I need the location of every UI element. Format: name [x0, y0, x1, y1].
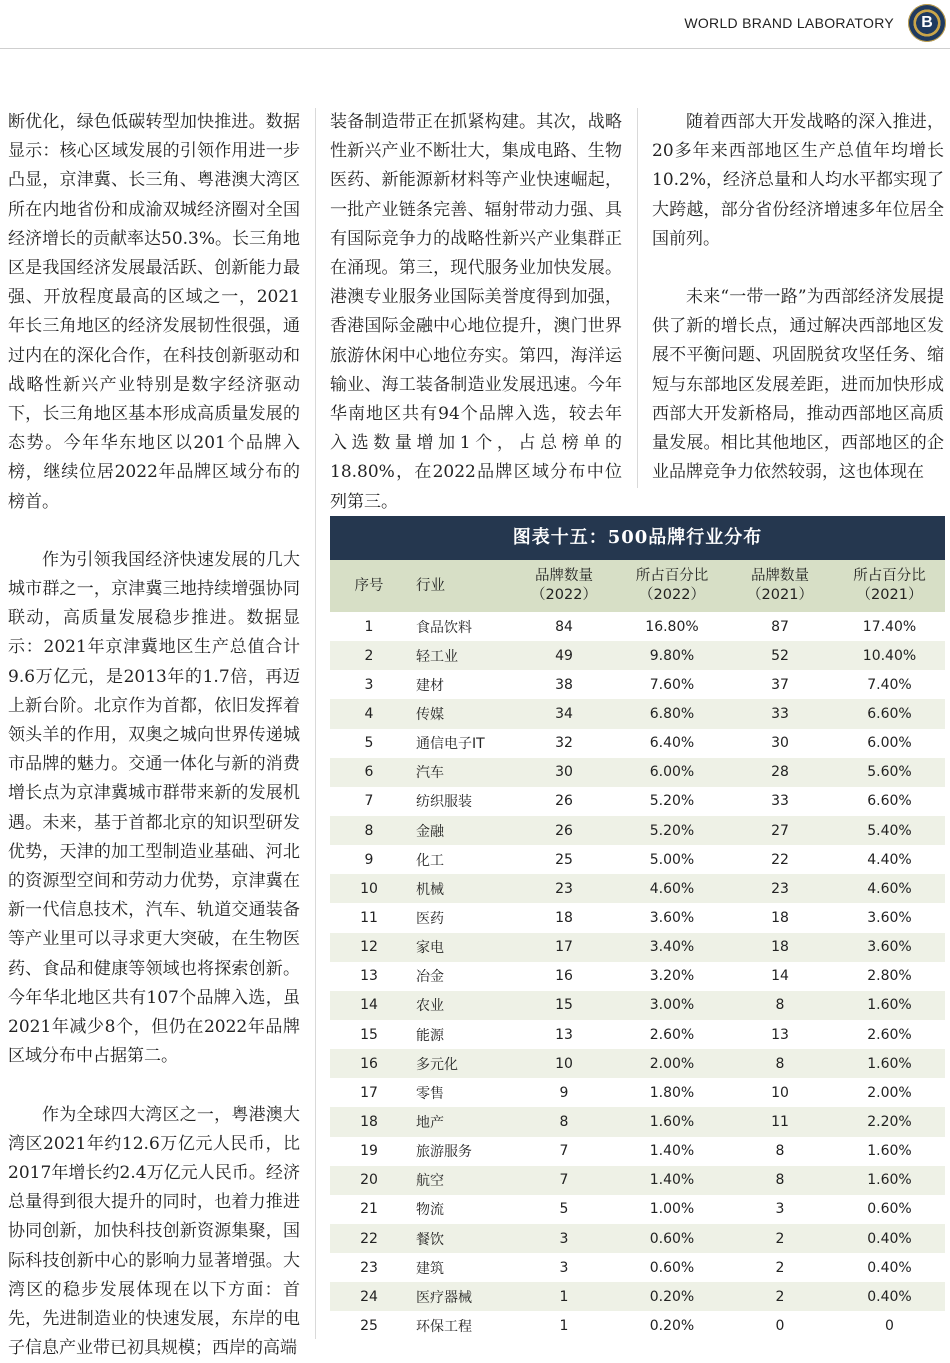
- cell-pct-2022: 1.00%: [618, 1195, 726, 1224]
- cell-industry: 食品饮料: [408, 612, 510, 641]
- cell-no: 18: [330, 1107, 408, 1136]
- cell-pct-2021: 1.60%: [834, 991, 945, 1020]
- cell-pct-2022: 2.00%: [618, 1049, 726, 1078]
- cell-count-2021: 52: [726, 641, 834, 670]
- cell-count-2021: 33: [726, 787, 834, 816]
- table-row: [330, 758, 945, 787]
- cell-pct-2021: 2.80%: [834, 962, 945, 991]
- cell-no: 8: [330, 816, 408, 845]
- paragraph: 作为引领我国经济快速发展的几大城市群之一，京津冀三地持续增强协同联动，高质量发展稳步推进。数据显示：2021年京津冀地区生产总值合计9.6万亿元，是2013年的1.7倍，再迈上新台阶。北京作为首都，依旧发挥着领头羊的作用，双奥之城向世界传递城市品牌的魅力。交通一体化与新的消费增长点为京津冀城市群带来新的发展机遇。未来，基于首都北京的知识型研发优势，天津的加工型制造业基础、河北的资源型空间和劳动力优势，京津冀在新一代信息技术，汽车、轨道交通装备等产业里可以寻求更大突破，在生物医药、食品和健康等领域也将探索创新。今年华北地区共有107个品牌入选，虽2021年减少8个，但仍在2022年品牌区域分布中占据第二。: [8, 546, 300, 1072]
- cell-count-2022: 7: [510, 1166, 618, 1195]
- cell-pct-2021: 3.60%: [834, 903, 945, 932]
- cell-pct-2022: 6.40%: [618, 729, 726, 758]
- cell-count-2022: 32: [510, 729, 618, 758]
- cell-pct-2021: 0.40%: [834, 1224, 945, 1253]
- cell-industry: 物流: [408, 1195, 510, 1224]
- cell-no: 24: [330, 1282, 408, 1311]
- cell-industry: 建筑: [408, 1253, 510, 1282]
- cell-count-2022: 8: [510, 1107, 618, 1136]
- cell-industry: 冶金: [408, 962, 510, 991]
- cell-pct-2021: 2.00%: [834, 1078, 945, 1107]
- table-row: [330, 1078, 945, 1107]
- cell-no: 1: [330, 612, 408, 641]
- cell-pct-2021: 2.60%: [834, 1020, 945, 1049]
- cell-count-2022: 3: [510, 1253, 618, 1282]
- cell-industry: 轻工业: [408, 641, 510, 670]
- cell-no: 13: [330, 962, 408, 991]
- cell-pct-2022: 1.40%: [618, 1166, 726, 1195]
- cell-count-2021: 3: [726, 1195, 834, 1224]
- cell-pct-2022: 4.60%: [618, 874, 726, 903]
- cell-industry: 能源: [408, 1020, 510, 1049]
- cell-count-2022: 25: [510, 845, 618, 874]
- cell-no: 9: [330, 845, 408, 874]
- cell-pct-2021: 1.60%: [834, 1166, 945, 1195]
- table-row: [330, 612, 945, 641]
- cell-pct-2022: 0.60%: [618, 1224, 726, 1253]
- cell-pct-2021: 5.60%: [834, 758, 945, 787]
- cell-count-2021: 28: [726, 758, 834, 787]
- cell-no: 17: [330, 1078, 408, 1107]
- cell-count-2021: 2: [726, 1282, 834, 1311]
- header-count-2022: 品牌数量 （2022）: [510, 560, 618, 612]
- cell-count-2021: 37: [726, 670, 834, 699]
- cell-count-2022: 1: [510, 1311, 618, 1340]
- cell-pct-2021: 6.60%: [834, 787, 945, 816]
- paragraph: 装备制造带正在抓紧构建。其次，战略性新兴产业不断壮大，集成电路、生物医药、新能源新材料等产业快速崛起，一批产业链条完善、辐射带动力强、具有国际竞争力的战略性新兴产业集群正在涌现。第三，现代服务业加快发展。港澳专业服务业国际美誉度得到加强，香港国际金融中心地位提升，澳门世界旅游休闲中心地位夯实。第四，海洋运输业、海工装备制造业发展迅速。今年华南地区共有94个品牌入选，较去年入选数量增加1个，占总榜单的18.80%，在2022品牌区域分布中位列第三。: [330, 108, 622, 517]
- table-row: [330, 933, 945, 962]
- cell-pct-2021: 17.40%: [834, 612, 945, 641]
- cell-count-2021: 30: [726, 729, 834, 758]
- table-title: 图表十五：500品牌行业分布: [330, 516, 945, 560]
- cell-pct-2021: 4.60%: [834, 874, 945, 903]
- cell-count-2021: 22: [726, 845, 834, 874]
- cell-count-2021: 8: [726, 1049, 834, 1078]
- table-row: [330, 1166, 945, 1195]
- cell-count-2022: 3: [510, 1224, 618, 1253]
- cell-count-2021: 11: [726, 1107, 834, 1136]
- table-row: [330, 1195, 945, 1224]
- table-row: [330, 1137, 945, 1166]
- cell-no: 5: [330, 729, 408, 758]
- table-row: [330, 1224, 945, 1253]
- cell-no: 10: [330, 874, 408, 903]
- page-header: [0, 0, 950, 49]
- cell-pct-2022: 3.60%: [618, 903, 726, 932]
- text-column-1: [8, 108, 300, 1363]
- logo-letter: B: [921, 14, 933, 32]
- cell-pct-2022: 0.20%: [618, 1282, 726, 1311]
- cell-count-2021: 8: [726, 1166, 834, 1195]
- column-divider: [315, 108, 316, 1339]
- cell-industry: 航空: [408, 1166, 510, 1195]
- cell-pct-2022: 3.20%: [618, 962, 726, 991]
- table-row: [330, 1049, 945, 1078]
- cell-pct-2022: 7.60%: [618, 670, 726, 699]
- table-row: [330, 641, 945, 670]
- cell-count-2022: 30: [510, 758, 618, 787]
- cell-pct-2022: 1.80%: [618, 1078, 726, 1107]
- brand-name: WORLD BRAND LABORATORY: [684, 15, 894, 31]
- paragraph: 作为全球四大湾区之一，粤港澳大湾区2021年约12.6万亿元人民币，比2017年增长约2.4万亿元人民币。经济总量得到很大提升的同时，也着力推进协同创新，加快科技创新资源集聚，国际科技创新中心的影响力显著增强。大湾区的稳步发展体现在以下方面：首先，先进制造业的快速发展，东岸的电子信息产业带已初具规模；西岸的高端: [8, 1101, 300, 1363]
- paragraph: 断优化，绿色低碳转型加快推进。数据显示：核心区域发展的引领作用进一步凸显，京津冀、长三角、粤港澳大湾区所在内地省份和成渝双城经济圈对全国经济增长的贡献率达50.3%。长三角地区是我国经济发展最活跃、创新能力最强、开放程度最高的区域之一，2021年长三角地区的经济发展韧性很强，通过内在的深化合作，在科技创新驱动和战略性新兴产业特别是数字经济驱动下，长三角地区基本形成高质量发展的态势。今年华东地区以201个品牌入榜，继续位居2022年品牌区域分布的榜首。: [8, 108, 300, 517]
- table-row: [330, 991, 945, 1020]
- cell-pct-2022: 16.80%: [618, 612, 726, 641]
- cell-industry: 传媒: [408, 699, 510, 728]
- paragraph: 随着西部大开发战略的深入推进，20多年来西部地区生产总值年均增长10.2%，经济总量和人均水平都实现了大跨越，部分省份经济增速多年位居全国前列。: [652, 108, 944, 254]
- cell-no: 19: [330, 1137, 408, 1166]
- cell-count-2022: 18: [510, 903, 618, 932]
- cell-industry: 旅游服务: [408, 1137, 510, 1166]
- cell-industry: 环保工程: [408, 1311, 510, 1340]
- cell-pct-2021: 6.00%: [834, 729, 945, 758]
- cell-industry: 化工: [408, 845, 510, 874]
- cell-pct-2022: 1.60%: [618, 1107, 726, 1136]
- cell-pct-2021: 6.60%: [834, 699, 945, 728]
- cell-count-2021: 87: [726, 612, 834, 641]
- cell-pct-2022: 3.40%: [618, 933, 726, 962]
- cell-count-2021: 23: [726, 874, 834, 903]
- cell-count-2022: 10: [510, 1049, 618, 1078]
- industry-distribution-table: [330, 516, 945, 1341]
- cell-count-2022: 7: [510, 1137, 618, 1166]
- cell-pct-2022: 5.20%: [618, 816, 726, 845]
- cell-no: 3: [330, 670, 408, 699]
- cell-count-2022: 9: [510, 1078, 618, 1107]
- table-row: [330, 729, 945, 758]
- cell-count-2022: 26: [510, 787, 618, 816]
- table-row: [330, 1253, 945, 1282]
- table-row: [330, 874, 945, 903]
- cell-no: 21: [330, 1195, 408, 1224]
- cell-count-2022: 17: [510, 933, 618, 962]
- table-row: [330, 816, 945, 845]
- cell-no: 15: [330, 1020, 408, 1049]
- cell-industry: 金融: [408, 816, 510, 845]
- cell-industry: 农业: [408, 991, 510, 1020]
- cell-industry: 多元化: [408, 1049, 510, 1078]
- brand-logo-icon: [908, 4, 946, 42]
- cell-pct-2021: 0.60%: [834, 1195, 945, 1224]
- cell-pct-2022: 6.80%: [618, 699, 726, 728]
- cell-no: 2: [330, 641, 408, 670]
- cell-count-2022: 1: [510, 1282, 618, 1311]
- cell-pct-2021: 2.20%: [834, 1107, 945, 1136]
- cell-pct-2021: 5.40%: [834, 816, 945, 845]
- cell-no: 22: [330, 1224, 408, 1253]
- cell-count-2022: 84: [510, 612, 618, 641]
- header-count-2021: 品牌数量 （2021）: [726, 560, 834, 612]
- cell-pct-2021: 3.60%: [834, 933, 945, 962]
- cell-pct-2022: 2.60%: [618, 1020, 726, 1049]
- header-pct-2021: 所占百分比 （2021）: [834, 560, 945, 612]
- cell-industry: 医疗器械: [408, 1282, 510, 1311]
- cell-pct-2022: 0.20%: [618, 1311, 726, 1340]
- cell-industry: 纺织服装: [408, 787, 510, 816]
- cell-industry: 建材: [408, 670, 510, 699]
- table-row: [330, 903, 945, 932]
- cell-count-2021: 0: [726, 1311, 834, 1340]
- cell-count-2022: 13: [510, 1020, 618, 1049]
- cell-count-2022: 5: [510, 1195, 618, 1224]
- header-industry: 行业: [408, 560, 510, 612]
- header-no: 序号: [330, 560, 408, 612]
- cell-industry: 通信电子IT: [408, 729, 510, 758]
- table-row: [330, 670, 945, 699]
- table-row: [330, 787, 945, 816]
- cell-count-2021: 18: [726, 933, 834, 962]
- cell-pct-2021: 1.60%: [834, 1137, 945, 1166]
- cell-no: 12: [330, 933, 408, 962]
- cell-pct-2022: 1.40%: [618, 1137, 726, 1166]
- cell-pct-2021: 0: [834, 1311, 945, 1340]
- cell-pct-2022: 5.20%: [618, 787, 726, 816]
- cell-count-2022: 38: [510, 670, 618, 699]
- cell-count-2021: 14: [726, 962, 834, 991]
- cell-count-2021: 13: [726, 1020, 834, 1049]
- cell-industry: 医药: [408, 903, 510, 932]
- cell-pct-2021: 0.40%: [834, 1253, 945, 1282]
- table-row: [330, 1282, 945, 1311]
- cell-industry: 家电: [408, 933, 510, 962]
- cell-pct-2022: 9.80%: [618, 641, 726, 670]
- cell-no: 7: [330, 787, 408, 816]
- cell-count-2022: 16: [510, 962, 618, 991]
- cell-no: 6: [330, 758, 408, 787]
- cell-count-2022: 49: [510, 641, 618, 670]
- table-row: [330, 699, 945, 728]
- text-column-3: [652, 108, 944, 487]
- cell-no: 25: [330, 1311, 408, 1340]
- cell-pct-2021: 0.40%: [834, 1282, 945, 1311]
- cell-count-2021: 27: [726, 816, 834, 845]
- table-row: [330, 962, 945, 991]
- cell-pct-2022: 0.60%: [618, 1253, 726, 1282]
- data-table: [330, 560, 945, 1341]
- cell-industry: 机械: [408, 874, 510, 903]
- cell-pct-2021: 1.60%: [834, 1049, 945, 1078]
- cell-pct-2021: 7.40%: [834, 670, 945, 699]
- cell-industry: 汽车: [408, 758, 510, 787]
- cell-no: 23: [330, 1253, 408, 1282]
- cell-count-2022: 34: [510, 699, 618, 728]
- column-divider: [637, 108, 638, 488]
- cell-no: 14: [330, 991, 408, 1020]
- table-row: [330, 1107, 945, 1136]
- cell-pct-2021: 4.40%: [834, 845, 945, 874]
- cell-count-2021: 8: [726, 1137, 834, 1166]
- table-header-row: [330, 560, 945, 612]
- cell-count-2021: 2: [726, 1224, 834, 1253]
- cell-count-2021: 18: [726, 903, 834, 932]
- table-row: [330, 1020, 945, 1049]
- cell-count-2021: 10: [726, 1078, 834, 1107]
- cell-count-2022: 15: [510, 991, 618, 1020]
- cell-no: 4: [330, 699, 408, 728]
- cell-industry: 地产: [408, 1107, 510, 1136]
- paragraph: 未来“一带一路”为西部经济发展提供了新的增长点，通过解决西部地区发展不平衡问题、巩固脱贫攻坚任务、缩短与东部地区发展差距，进而加快形成西部大开发新格局，推动西部地区高质量发展。相比其他地区，西部地区的企业品牌竞争力依然较弱，这也体现在: [652, 283, 944, 487]
- cell-no: 11: [330, 903, 408, 932]
- cell-industry: 零售: [408, 1078, 510, 1107]
- cell-no: 16: [330, 1049, 408, 1078]
- cell-count-2021: 8: [726, 991, 834, 1020]
- table-row: [330, 845, 945, 874]
- cell-count-2022: 23: [510, 874, 618, 903]
- cell-pct-2021: 10.40%: [834, 641, 945, 670]
- cell-no: 20: [330, 1166, 408, 1195]
- cell-count-2021: 2: [726, 1253, 834, 1282]
- cell-count-2021: 33: [726, 699, 834, 728]
- cell-pct-2022: 3.00%: [618, 991, 726, 1020]
- cell-pct-2022: 6.00%: [618, 758, 726, 787]
- text-column-2: [330, 108, 622, 517]
- cell-industry: 餐饮: [408, 1224, 510, 1253]
- table-row: [330, 1311, 945, 1340]
- header-pct-2022: 所占百分比 （2022）: [618, 560, 726, 612]
- cell-count-2022: 26: [510, 816, 618, 845]
- cell-pct-2022: 5.00%: [618, 845, 726, 874]
